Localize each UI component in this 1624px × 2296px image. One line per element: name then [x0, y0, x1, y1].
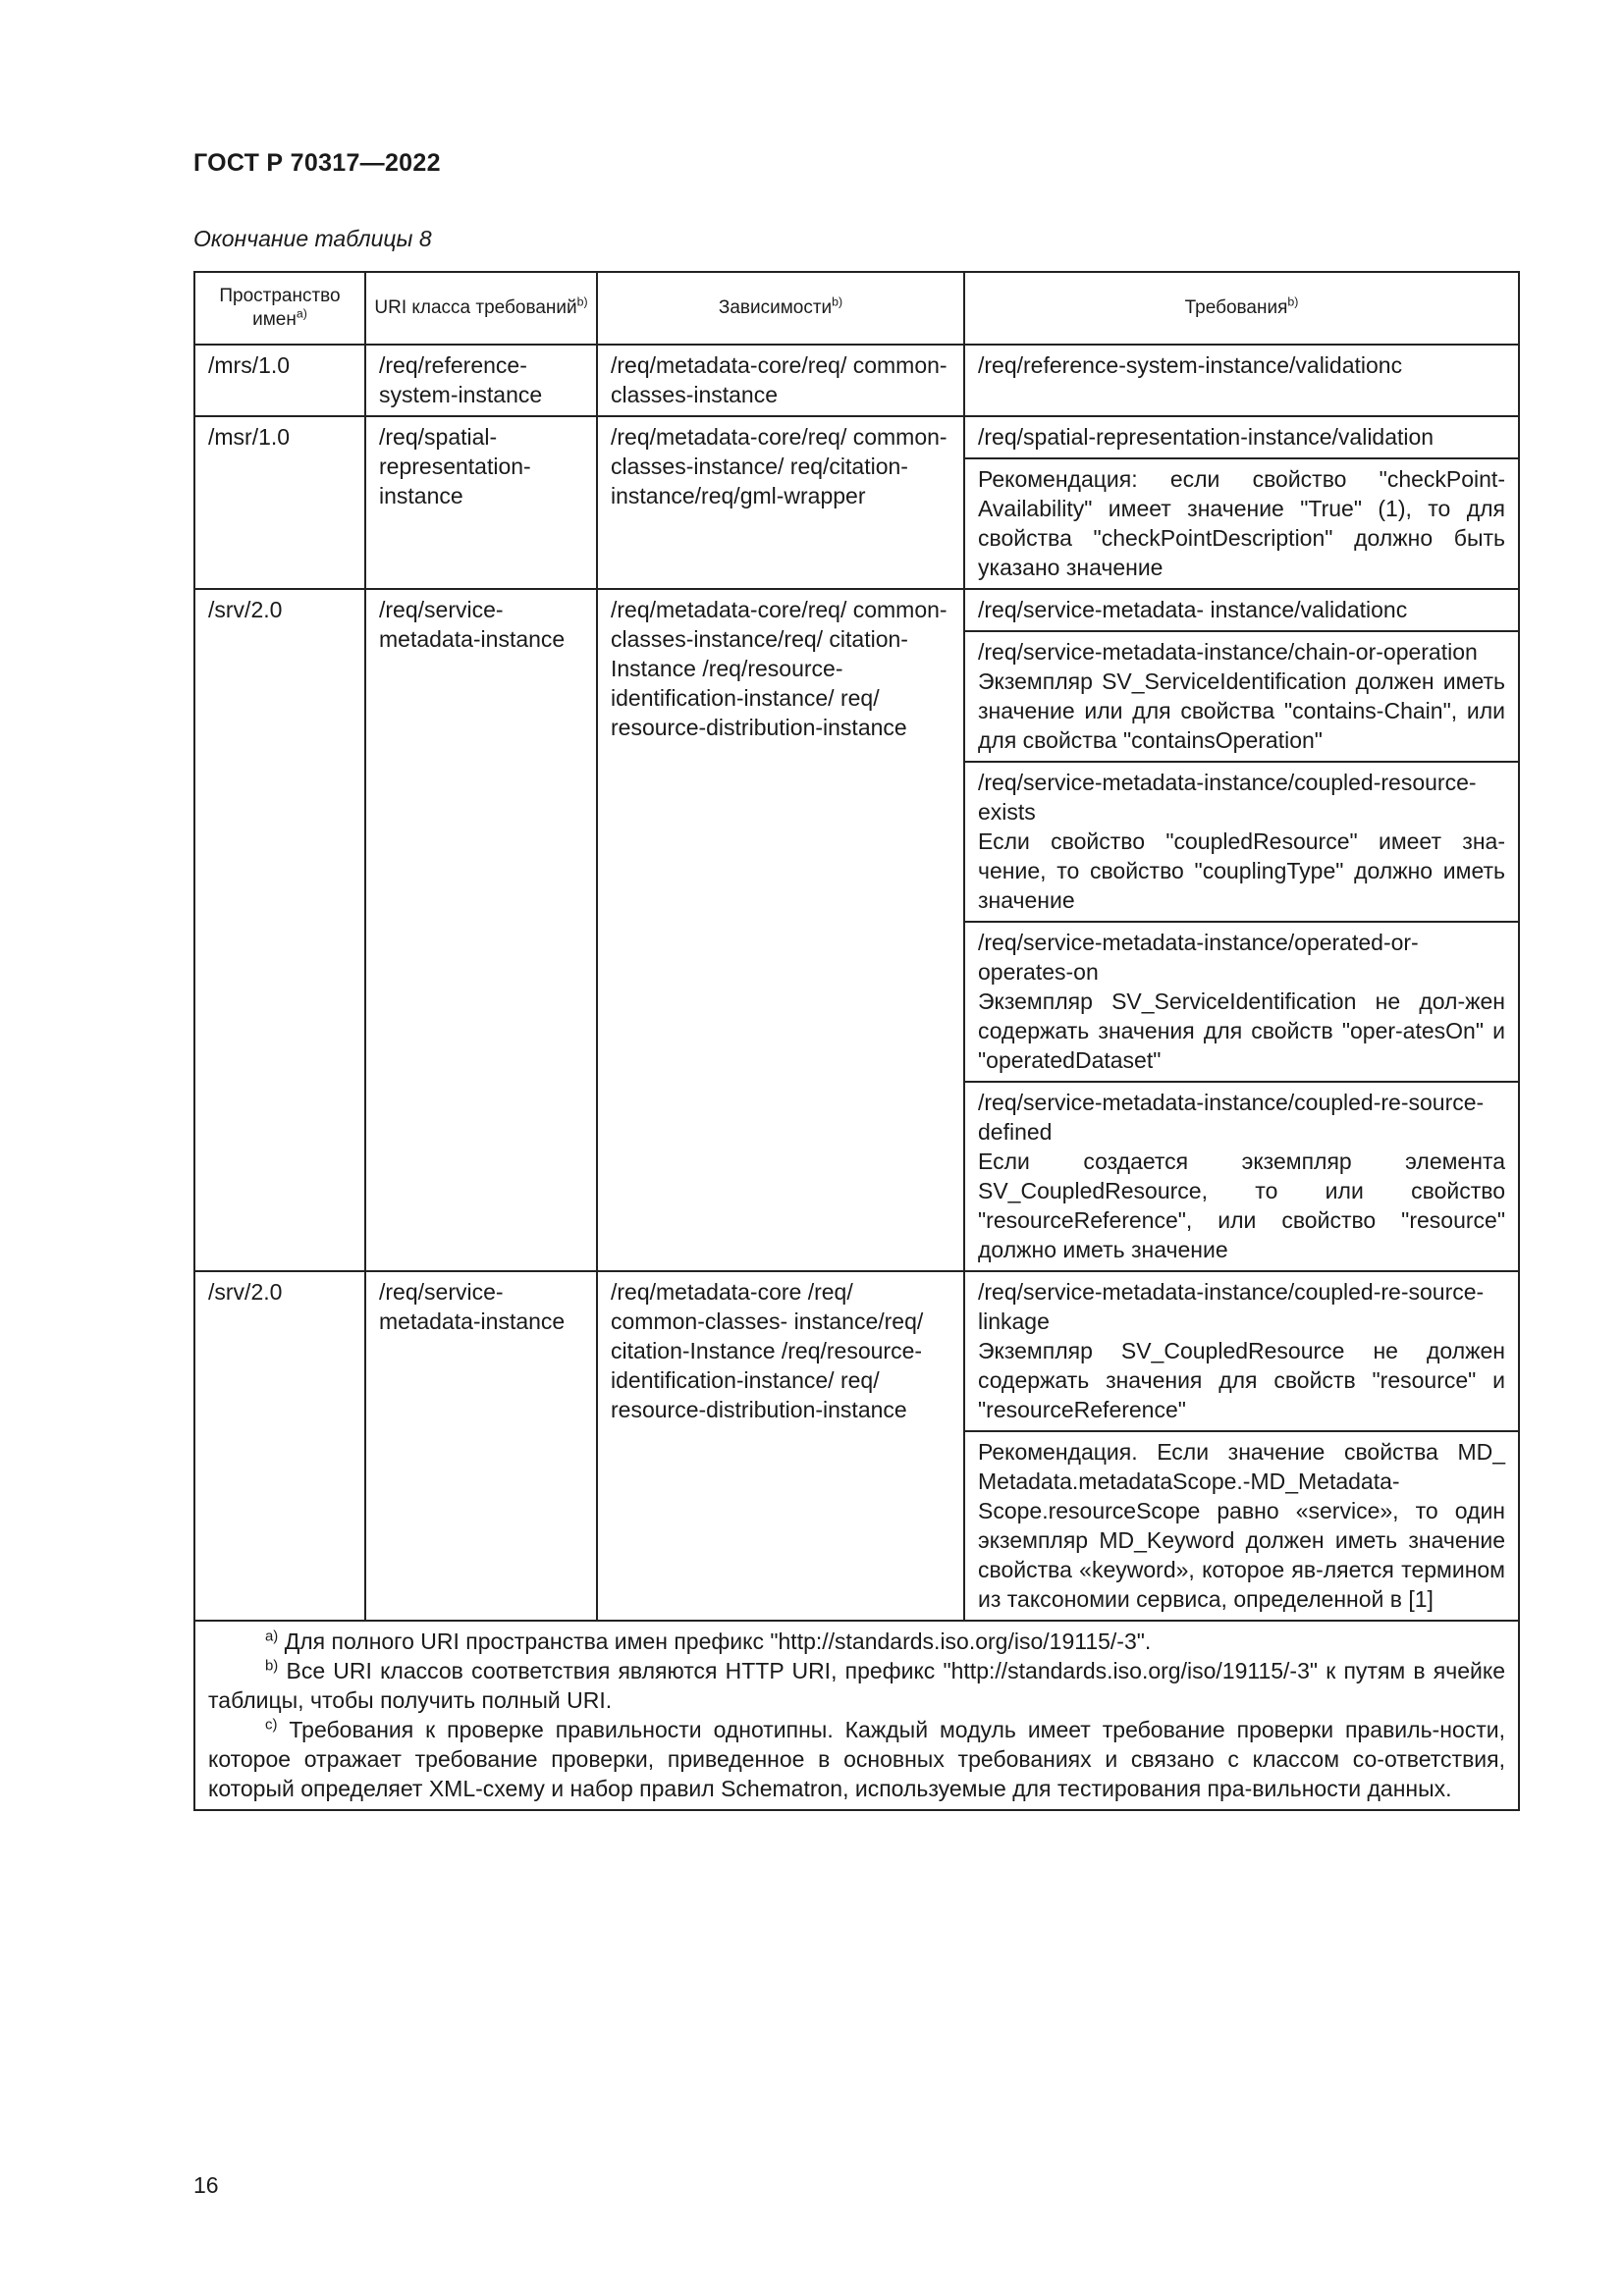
column-header-uri: URI класса требований$^{b)}$ — [365, 272, 597, 345]
requirement-path: /req/service-metadata-instance/chain-or-operation — [978, 639, 1478, 665]
dependencies-cell: /req/metadata-core /req/ common-classes- instance/req/ citation-Instance /req/resource-identification-instance/ req/ resource-distribution-instance — [597, 1271, 964, 1621]
table-row — [194, 416, 1519, 458]
requirement-cell — [964, 631, 1519, 762]
footnote-c: $^{c)}$ Требования к проверке правильности однотипны. Каждый модуль имеет требование проверки правиль-ности, которое отражает требование проверки, приведенное в основных требованиях и связано с классом со-ответствия, который определяет XML-схему и набор правил Schematron, используемые для тестирования пра-вильности данных. — [208, 1716, 1505, 1801]
requirement-cell: /req/reference-system-instance/validationc — [964, 345, 1519, 416]
requirement-path: /req/service-metadata-instance/coupled-resource-exists — [978, 770, 1477, 825]
namespace-cell: /mrs/1.0 — [194, 345, 365, 416]
table-caption: Окончание таблицы 8 — [193, 226, 432, 251]
document-title: ГОСТ Р 70317—2022 — [193, 149, 441, 177]
requirement-path: /req/service-metadata-instance/coupled-re-source-linkage — [978, 1279, 1485, 1334]
footnote-b: $^{b)}$ Все URI классов соответствия являются HTTP URI, префикс "http://standards.iso.org/iso/19115/-3" к путям в ячейке таблицы, чтобы получить полный URI. — [208, 1657, 1505, 1713]
requirement-cell — [964, 1271, 1519, 1431]
requirement-cell: Рекомендация: если свойство "checkPoint-Availability" имеет значение "True" (1), то для свойства "checkPointDescription" должно быть указано значение — [964, 458, 1519, 589]
requirements-table — [193, 271, 1520, 1811]
uri-cell: /req/spatial-representation-instance — [365, 416, 597, 589]
column-header-namespace: Пространство имен$^{a)}$ — [194, 272, 365, 345]
dependencies-cell: /req/metadata-core/req/ common-classes-instance/ req/citation- instance/req/gml-wrapper — [597, 416, 964, 589]
table-notes — [194, 1621, 1519, 1810]
uri-cell: /req/service-metadata-instance — [365, 1271, 597, 1621]
requirement-description: Экземпляр SV_CoupledResource не должен содержать значения для свойств "resource" и "resourceReference" — [978, 1338, 1505, 1422]
requirement-cell: Рекомендация. Если значение свойства MD_ Metadata.metadataScope.-MD_Metadata-Scope.resourceScope равно «service», то один экземпляр MD_Keyword должен иметь значение свойства «keyword», которое яв-ляется термином из таксономии сервиса, определенной в [1] — [964, 1431, 1519, 1621]
namespace-cell: /srv/2.0 — [194, 589, 365, 1271]
table-row — [194, 1271, 1519, 1431]
requirement-cell — [964, 1082, 1519, 1271]
table-notes-row — [194, 1621, 1519, 1810]
table-row — [194, 589, 1519, 631]
column-header-dependencies: Зависимости$^{b)}$ — [597, 272, 964, 345]
column-header-requirements: Требования$^{b)}$ — [964, 272, 1519, 345]
requirement-cell — [964, 922, 1519, 1082]
table-row — [194, 345, 1519, 416]
requirement-description: Экземпляр SV_ServiceIdentification не дол-жен содержать значения для свойств "oper-atesOn" и "operatedDataset" — [978, 988, 1505, 1073]
requirement-cell — [964, 762, 1519, 922]
footnote-a: $^{a)}$ Для полного URI пространства имен префикс "http://standards.iso.org/iso/19115/-3". — [265, 1628, 1152, 1654]
uri-cell: /req/reference-system-instance — [365, 345, 597, 416]
table-header-row — [194, 272, 1519, 345]
requirement-cell: /req/service-metadata- instance/validationc — [964, 589, 1519, 631]
uri-cell: /req/service-metadata-instance — [365, 589, 597, 1271]
requirement-description: Если свойство "coupledResource" имеет зна-чение, то свойство "couplingType" должно иметь значение — [978, 828, 1505, 913]
requirement-description: Экземпляр SV_ServiceIdentification должен иметь значение или для свойства "contains-Chain", или для свойства "containsOperation" — [978, 668, 1505, 753]
requirement-cell: /req/spatial-representation-instance/validation — [964, 416, 1519, 458]
requirement-path: /req/service-metadata-instance/coupled-re-source-defined — [978, 1090, 1485, 1145]
namespace-cell: /msr/1.0 — [194, 416, 365, 589]
namespace-cell: /srv/2.0 — [194, 1271, 365, 1621]
requirement-path: /req/service-metadata-instance/operated-or-operates-on — [978, 930, 1419, 985]
dependencies-cell: /req/metadata-core/req/ common-classes-instance/req/ citation-Instance /req/resource-identification-instance/ req/ resource-distribution-instance — [597, 589, 964, 1271]
page-number: 16 — [193, 2172, 219, 2198]
dependencies-cell: /req/metadata-core/req/ common-classes-instance — [597, 345, 964, 416]
requirement-description: Если создается экземпляр элемента SV_CoupledResource, то или свойство "resourceReference", или свойство "resource" должно иметь значение — [978, 1148, 1505, 1262]
